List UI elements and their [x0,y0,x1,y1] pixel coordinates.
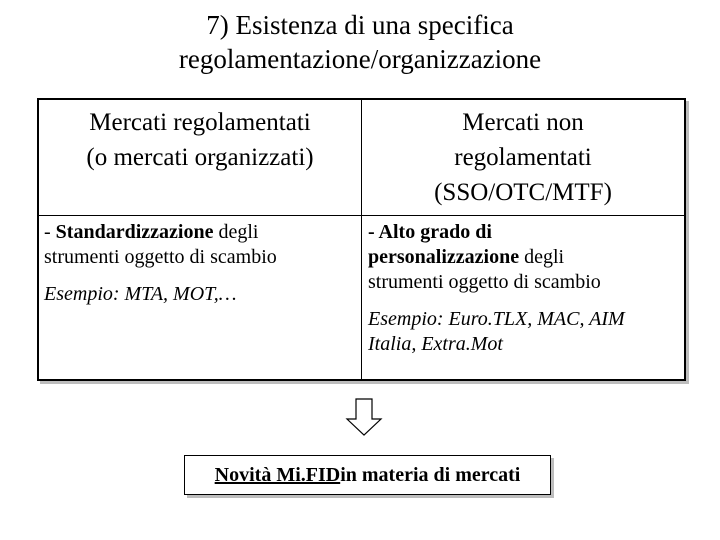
unregulated-point-rest: degli [519,246,565,268]
slide-title-line-2: regolamentazione/organizzazione [178,44,542,74]
regulated-point-rest: degli [213,221,259,243]
unregulated-point [368,220,680,295]
header-right-line-2: regolamentati [454,144,592,171]
mifid-news-rest: in materia di mercati [340,463,521,486]
unregulated-point-line-1: - Alto grado di [368,221,492,243]
unregulated-markets-description [368,220,680,357]
header-unregulated-markets [362,105,684,210]
regulated-markets-description [44,220,354,307]
unregulated-example-line-1: Esempio: Euro.TLX, MAC, AIM [368,308,625,330]
header-right-line-1: Mercati non [462,109,584,136]
unregulated-example-line-2: Italia, Extra.Mot [368,333,503,355]
mifid-news-underlined: Novità Mi.FID [214,463,341,486]
slide-title-line-1: 7) Esistenza di una specifica [206,10,514,40]
unregulated-point-line-3: strumenti oggetto di scambio [368,271,601,293]
regulated-example: Esempio: MTA, MOT,… [44,283,237,305]
down-arrow-icon [345,398,383,436]
comparison-table [37,98,686,381]
mifid-news-box [184,455,551,495]
regulated-point-line-2: strumenti oggetto di scambio [44,246,277,268]
table-row-divider [39,215,684,216]
regulated-point-keyword: Standardizzazione [55,221,214,243]
header-regulated-markets [39,105,361,175]
header-left-line-1: Mercati regolamentati [89,109,311,136]
header-left-line-2: (o mercati organizzati) [86,144,314,171]
header-right-line-3: (SSO/OTC/MTF) [434,179,612,206]
regulated-point [44,220,354,270]
unregulated-point-keyword: personalizzazione [368,246,520,268]
slide-title [0,8,720,76]
regulated-point-dash: - [44,221,56,243]
